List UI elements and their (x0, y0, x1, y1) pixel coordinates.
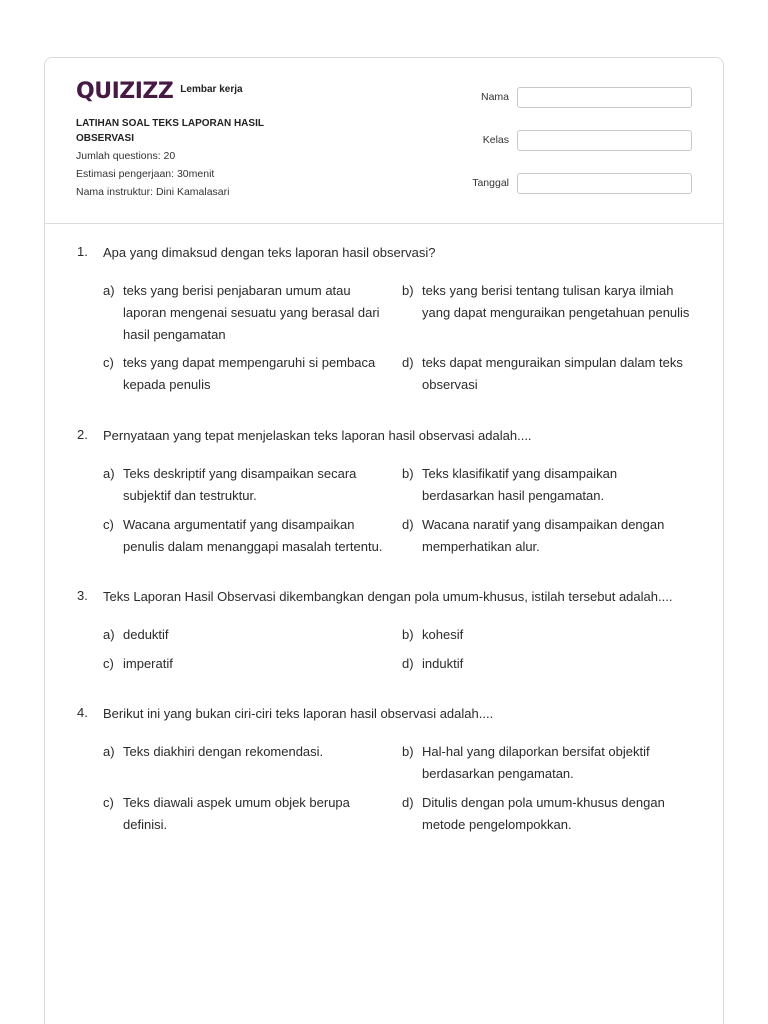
option-text: Hal-hal yang dilaporkan bersifat objektif berdasarkan pengamatan. (422, 744, 650, 781)
question-text: Teks Laporan Hasil Observasi dikembangkan dengan pola umum-khusus, istilah tersebut adalah.... (103, 589, 673, 604)
option-text: Teks diakhiri dengan rekomendasi. (123, 744, 324, 759)
worksheet-page (44, 57, 724, 1024)
date-label: Tanggal (472, 177, 509, 189)
option-letter: b) (402, 627, 414, 642)
option-letter: a) (103, 466, 115, 481)
option-text: teks yang berisi tentang tulisan karya ilmiah yang dapat menguraikan pengetahuan penulis (422, 283, 690, 320)
option-text: Wacana argumentatif yang disampaikan penulis dalam menanggapi masalah tertentu. (123, 517, 383, 554)
option-letter: a) (103, 283, 115, 298)
option-letter: c) (103, 795, 114, 810)
instructor-name: Nama instruktur: Dini Kamalasari (76, 186, 230, 198)
question-text: Pernyataan yang tepat menjelaskan teks laporan hasil observasi adalah.... (103, 428, 532, 443)
option-text: Teks klasifikatif yang disampaikan berdasarkan hasil pengamatan. (422, 466, 618, 503)
option-text: induktif (422, 656, 464, 671)
brand (76, 80, 243, 104)
option-text: kohesif (422, 627, 464, 642)
option-letter: c) (103, 355, 114, 370)
option-text: teks dapat menguraikan simpulan dalam teks observasi (422, 355, 683, 392)
option-text: deduktif (123, 627, 169, 642)
option-letter: c) (103, 656, 114, 671)
option-letter: a) (103, 627, 115, 642)
question-number: 2. (77, 427, 88, 442)
option-letter: d) (402, 517, 414, 532)
question-text: Apa yang dimaksud dengan teks laporan hasil observasi? (103, 245, 436, 260)
option-text: teks yang dapat mempengaruhi si pembaca kepada penulis (123, 355, 376, 392)
option-letter: b) (402, 466, 414, 481)
option-letter: d) (402, 355, 414, 370)
worksheet-title: LATIHAN SOAL TEKS LAPORAN HASIL OBSERVASI (76, 118, 264, 144)
option-text: Teks deskriptif yang disampaikan secara subjektif dan testruktur. (123, 466, 357, 503)
option-letter: d) (402, 795, 414, 810)
worksheet-header (45, 58, 723, 224)
class-label: Kelas (482, 134, 509, 146)
option-text: Wacana naratif yang disampaikan dengan memperhatikan alur. (422, 517, 665, 554)
option-text: Ditulis dengan pola umum-khusus dengan metode pengelompokkan. (422, 795, 665, 832)
name-label: Nama (480, 91, 509, 103)
question-number: 4. (77, 705, 88, 720)
quizizz-logo: QUIZIZZ (76, 79, 174, 104)
option-letter: b) (402, 744, 414, 759)
option-text: teks yang berisi penjabaran umum atau laporan mengenai sesuatu yang berasal dari hasil pengamatan (123, 283, 380, 342)
option-text: imperatif (123, 656, 173, 671)
question-number: 3. (77, 588, 88, 603)
question-number: 1. (77, 244, 88, 259)
option-text: Teks diawali aspek umum objek berupa definisi. (123, 795, 350, 832)
question-text: Berikut ini yang bukan ciri-ciri teks laporan hasil observasi adalah.... (103, 706, 494, 721)
estimated-duration: Estimasi pengerjaan: 30menit (76, 168, 215, 180)
logo-subtitle: Lembar kerja (180, 83, 243, 95)
option-letter: c) (103, 517, 114, 532)
class-field[interactable] (517, 130, 692, 151)
date-field[interactable] (517, 173, 692, 194)
name-field[interactable] (517, 87, 692, 108)
option-letter: d) (402, 656, 414, 671)
option-letter: b) (402, 283, 414, 298)
option-letter: a) (103, 744, 115, 759)
question-count: Jumlah questions: 20 (76, 150, 176, 162)
